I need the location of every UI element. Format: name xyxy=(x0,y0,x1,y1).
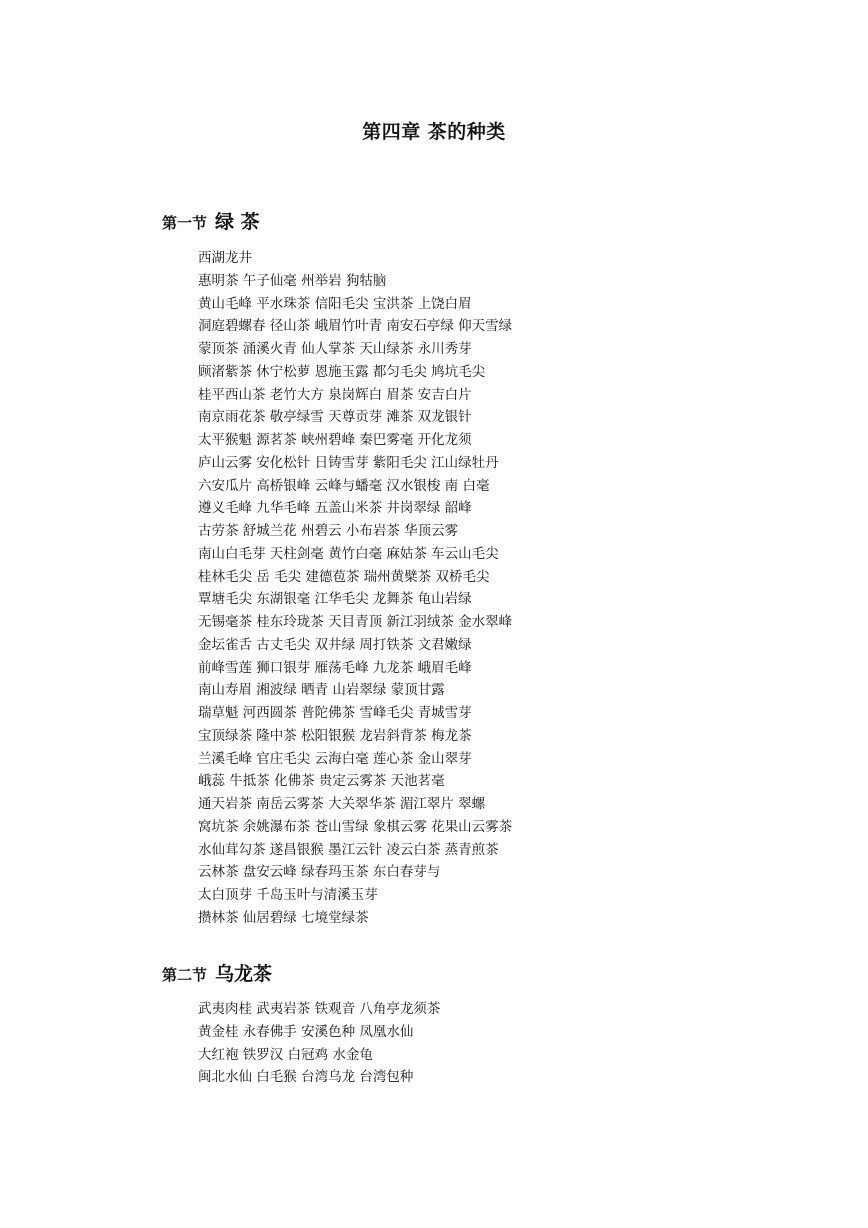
section-heading xyxy=(162,206,722,234)
list-item: 金坛雀舌 古丈毛尖 双井绿 周打铁茶 文君嫩绿 xyxy=(198,636,472,653)
list-item: 庐山云雾 安化松针 日铸雪芽 紫阳毛尖 江山绿牡丹 xyxy=(198,454,499,471)
list-item: 南京雨花茶 敬亭绿雪 天尊贡芽 滩茶 双龙银针 xyxy=(198,409,472,426)
list-item: 峨蕊 牛抵茶 化佛茶 贵定云雾茶 天池茗毫 xyxy=(198,773,445,790)
list-item: 瑞草魁 河西圆茶 普陀佛茶 雪峰毛尖 青城雪芽 xyxy=(198,705,472,721)
list-item: 南山白毛芽 天柱剑毫 黄竹白毫 麻姑茶 车云山毛尖 xyxy=(198,545,499,562)
list-item: 黄山毛峰 平水珠茶 信阳毛尖 宝洪茶 上饶白眉 xyxy=(198,295,472,312)
list-item: 南山寿眉 湘波绿 晒青 山岩翠绿 蒙顶甘露 xyxy=(198,682,445,699)
section-label: 第一节 xyxy=(162,214,208,232)
list-item: 西湖龙井 xyxy=(198,250,252,266)
list-item: 蒙顶茶 涌溪火青 仙人掌茶 天山绿茶 永川秀芽 xyxy=(198,341,472,357)
list-item: 通天岩茶 南岳云雾茶 大关翠华茶 湄江翠片 翠螺 xyxy=(198,796,486,812)
section-green-tea xyxy=(162,206,722,930)
tea-list xyxy=(162,998,722,1089)
list-item: 无锡毫茶 桂东玲珑茶 天目青顶 新江羽绒茶 金水翠峰 xyxy=(198,614,513,630)
list-item: 古劳茶 舒城兰花 州碧云 小布岩茶 华顶云雾 xyxy=(198,523,459,539)
list-item: 覃塘毛尖 东湖银毫 江华毛尖 龙舞茶 龟山岩绿 xyxy=(198,591,472,608)
list-item: 云林茶 盘安云峰 绿春玛玉茶 东白春芽与 xyxy=(198,864,441,881)
list-item: 顾渚紫茶 休宁松萝 恩施玉露 都匀毛尖 鸠坑毛尖 xyxy=(198,363,486,380)
list-item: 桂林毛尖 岳 毛尖 建德苞茶 瑞州黄檗茶 双桥毛尖 xyxy=(198,568,490,585)
section-name: 绿 茶 xyxy=(215,211,260,233)
list-item: 前峰雪莲 狮口银芽 雁荡毛峰 九龙茶 峨眉毛峰 xyxy=(198,659,472,676)
list-item: 兰溪毛峰 官庄毛尖 云海白毫 莲心茶 金山翠芽 xyxy=(198,750,472,767)
section-label: 第二节 xyxy=(162,966,208,984)
tea-list xyxy=(162,247,722,930)
list-item: 窝坑茶 余姚瀑布茶 苍山雪绿 象棋云雾 花果山云雾茶 xyxy=(198,818,513,835)
chapter-title: 第四章 茶的种类 xyxy=(362,121,506,143)
section-oolong-tea xyxy=(162,958,722,1089)
list-item: 六安瓜片 高桥银峰 云峰与蟠毫 汉水银梭 南 白毫 xyxy=(198,477,490,494)
list-item: 惠明茶 午子仙毫 州举岩 狗牯脑 xyxy=(198,272,387,289)
list-item: 太平猴魁 源茗茶 峡州碧峰 秦巴雾毫 开化龙须 xyxy=(198,432,472,448)
list-item: 攒林茶 仙居碧绿 七境堂绿茶 xyxy=(198,909,369,926)
list-item: 黄金桂 永春佛手 安溪色种 凤凰水仙 xyxy=(198,1023,414,1040)
list-item: 遵义毛峰 九华毛峰 五盖山米茶 井岗翠绿 韶峰 xyxy=(198,500,472,517)
list-item: 水仙茸勾茶 遂昌银猴 墨江云针 凌云白茶 蒸青煎茶 xyxy=(198,841,499,858)
section-name: 乌龙茶 xyxy=(215,963,273,985)
list-item: 闽北水仙 白毛猴 台湾乌龙 台湾包种 xyxy=(198,1069,414,1086)
list-item: 太白顶芽 千岛玉叶与清溪玉芽 xyxy=(198,887,378,903)
list-item: 大红袍 铁罗汉 白冠鸡 水金龟 xyxy=(198,1046,373,1063)
section-heading xyxy=(162,958,722,986)
list-item: 桂平西山茶 老竹大方 泉岗辉白 眉茶 安吉白片 xyxy=(198,386,472,403)
list-item: 洞庭碧螺春 径山茶 峨眉竹叶青 南安石亭绿 仰天雪绿 xyxy=(198,318,513,335)
list-item: 武夷肉桂 武夷岩茶 铁观音 八角亭龙须茶 xyxy=(198,1001,441,1017)
list-item: 宝顶绿茶 隆中茶 松阳银猴 龙岩斜背茶 梅龙茶 xyxy=(198,727,472,744)
